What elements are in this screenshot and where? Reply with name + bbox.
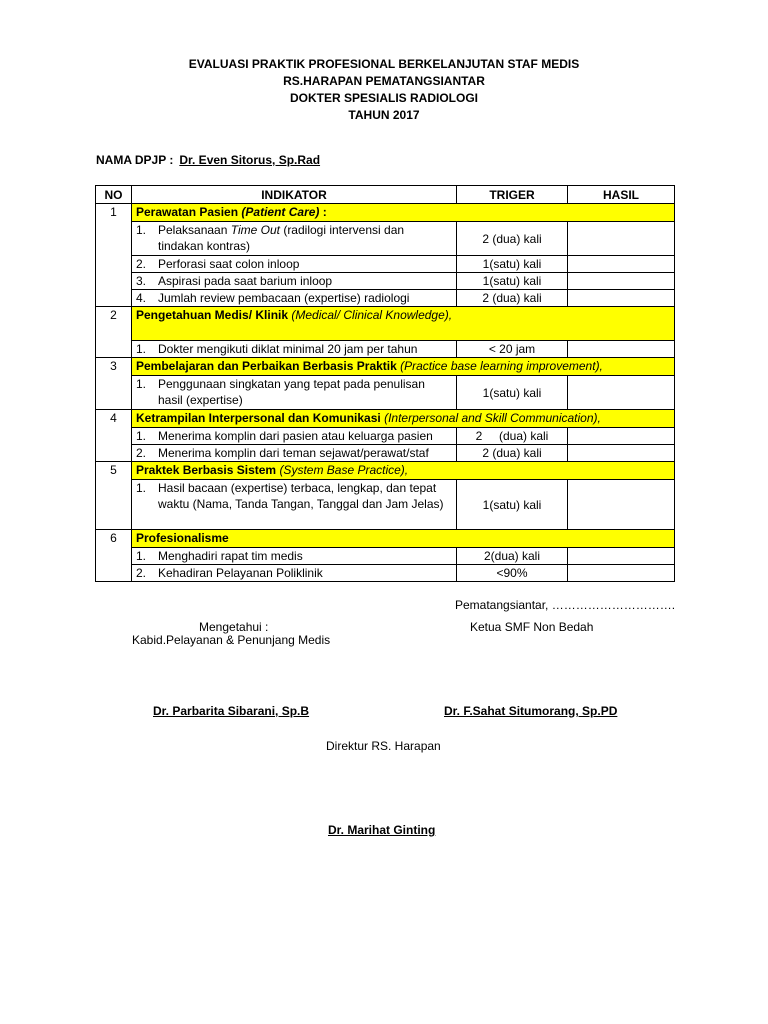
dpjp-name-line bbox=[96, 153, 320, 167]
hasil-cell bbox=[568, 480, 675, 530]
section-title: Pengetahuan Medis/ Klinik (Medical/ Clinical Knowledge), bbox=[132, 307, 675, 341]
header-hospital: RS.HARAPAN PEMATANGSIANTAR bbox=[283, 74, 485, 88]
section-row bbox=[96, 530, 675, 548]
table-row: 1. Dokter mengikuti diklat minimal 20 jam per tahun < 20 jam bbox=[96, 341, 675, 358]
triger-cell: 1(satu) kali bbox=[457, 256, 568, 273]
hasil-cell bbox=[568, 565, 675, 582]
triger-cell: 2 (dua) kali bbox=[457, 222, 568, 256]
table-row: 1. Hasil bacaan (expertise) terbaca, lengkap, dan tepat waktu (Nama, Tanda Tangan, Tanggal dan Jam Jelas) 1(satu) kali bbox=[96, 480, 675, 530]
triger-cell: < 20 jam bbox=[457, 341, 568, 358]
direktur-name: Dr. Marihat Ginting bbox=[328, 823, 436, 837]
table-row: 2. Menerima komplin dari teman sejawat/perawat/staf 2 (dua) kali bbox=[96, 445, 675, 462]
table-row: 1. Penggunaan singkatan yang tepat pada penulisan hasil (expertise) 1(satu) kali bbox=[96, 376, 675, 410]
section-title: Ketrampilan Interpersonal dan Komunikasi (Interpersonal and Skill Communication), bbox=[132, 410, 675, 428]
section-row bbox=[96, 462, 675, 480]
section-row bbox=[96, 358, 675, 376]
section-row bbox=[96, 410, 675, 428]
section-number: 1 bbox=[96, 204, 132, 222]
section-title: Pembelajaran dan Perbaikan Berbasis Praktik (Practice base learning improvement), bbox=[132, 358, 675, 376]
triger-cell: <90% bbox=[457, 565, 568, 582]
hasil-cell bbox=[568, 376, 675, 410]
hasil-cell bbox=[568, 256, 675, 273]
table-header-row bbox=[96, 186, 675, 204]
hasil-cell bbox=[568, 222, 675, 256]
table-row: 3. Aspirasi pada saat barium inloop 1(satu) kali bbox=[96, 273, 675, 290]
col-triger: TRIGER bbox=[457, 186, 568, 204]
hasil-cell bbox=[568, 428, 675, 445]
section-number: 5 bbox=[96, 462, 132, 480]
col-indikator: INDIKATOR bbox=[132, 186, 457, 204]
kabid-title: Kabid.Pelayanan & Penunjang Medis bbox=[132, 633, 331, 647]
triger-cell: 1(satu) kali bbox=[457, 273, 568, 290]
direktur-title: Direktur RS. Harapan bbox=[326, 739, 441, 753]
section-title: Profesionalisme bbox=[132, 530, 675, 548]
table-row: 4. Jumlah review pembacaan (expertise) radiologi 2 (dua) kali bbox=[96, 290, 675, 307]
hasil-cell bbox=[568, 341, 675, 358]
kabid-name: Dr. Parbarita Sibarani, Sp.B bbox=[153, 704, 310, 718]
mengetahui-label: Mengetahui : bbox=[199, 620, 269, 634]
section-number: 2 bbox=[96, 307, 132, 341]
ketua-title: Ketua SMF Non Bedah bbox=[470, 620, 594, 634]
hasil-cell bbox=[568, 548, 675, 565]
header-year: TAHUN 2017 bbox=[348, 108, 420, 122]
section-title: Perawatan Pasien (Patient Care) : bbox=[132, 204, 675, 222]
dpjp-value: Dr. Even Sitorus, Sp.Rad bbox=[179, 153, 321, 167]
triger-cell: 2 (dua) kali bbox=[457, 428, 568, 445]
document-header bbox=[0, 56, 768, 124]
header-specialty: DOKTER SPESIALIS RADIOLOGI bbox=[289, 91, 478, 105]
table-row: 2. Perforasi saat colon inloop 1(satu) kali bbox=[96, 256, 675, 273]
section-number: 6 bbox=[96, 530, 132, 548]
table-row: 1. Menerima komplin dari pasien atau keluarga pasien 2 (dua) kali bbox=[96, 428, 675, 445]
col-no: NO bbox=[96, 186, 132, 204]
triger-cell: 2 (dua) kali bbox=[457, 445, 568, 462]
hasil-cell bbox=[568, 290, 675, 307]
section-number: 3 bbox=[96, 358, 132, 376]
triger-cell: 2(dua) kali bbox=[457, 548, 568, 565]
triger-cell: 1(satu) kali bbox=[457, 376, 568, 410]
header-title: EVALUASI PRAKTIK PROFESIONAL BERKELANJUTAN STAF MEDIS bbox=[188, 57, 580, 71]
section-number: 4 bbox=[96, 410, 132, 428]
section-row bbox=[96, 204, 675, 222]
section-title: Praktek Berbasis Sistem (System Base Practice), bbox=[132, 462, 675, 480]
hasil-cell bbox=[568, 445, 675, 462]
table-row: 1. Pelaksanaan Time Out (radilogi intervensi dan tindakan kontras) 2 (dua) kali bbox=[96, 222, 675, 256]
table-row: 2. Kehadiran Pelayanan Poliklinik <90% bbox=[96, 565, 675, 582]
triger-cell: 2 (dua) kali bbox=[457, 290, 568, 307]
evaluation-table bbox=[95, 185, 675, 582]
section-row bbox=[96, 307, 675, 341]
ketua-name: Dr. F.Sahat Situmorang, Sp.PD bbox=[444, 704, 618, 718]
hasil-cell bbox=[568, 273, 675, 290]
col-hasil: HASIL bbox=[568, 186, 675, 204]
place-date: Pematangsiantar, …………………………. bbox=[455, 598, 676, 612]
dpjp-label: NAMA DPJP : bbox=[96, 153, 174, 167]
triger-cell: 1(satu) kali bbox=[457, 480, 568, 530]
table-row: 1. Menghadiri rapat tim medis 2(dua) kali bbox=[96, 548, 675, 565]
